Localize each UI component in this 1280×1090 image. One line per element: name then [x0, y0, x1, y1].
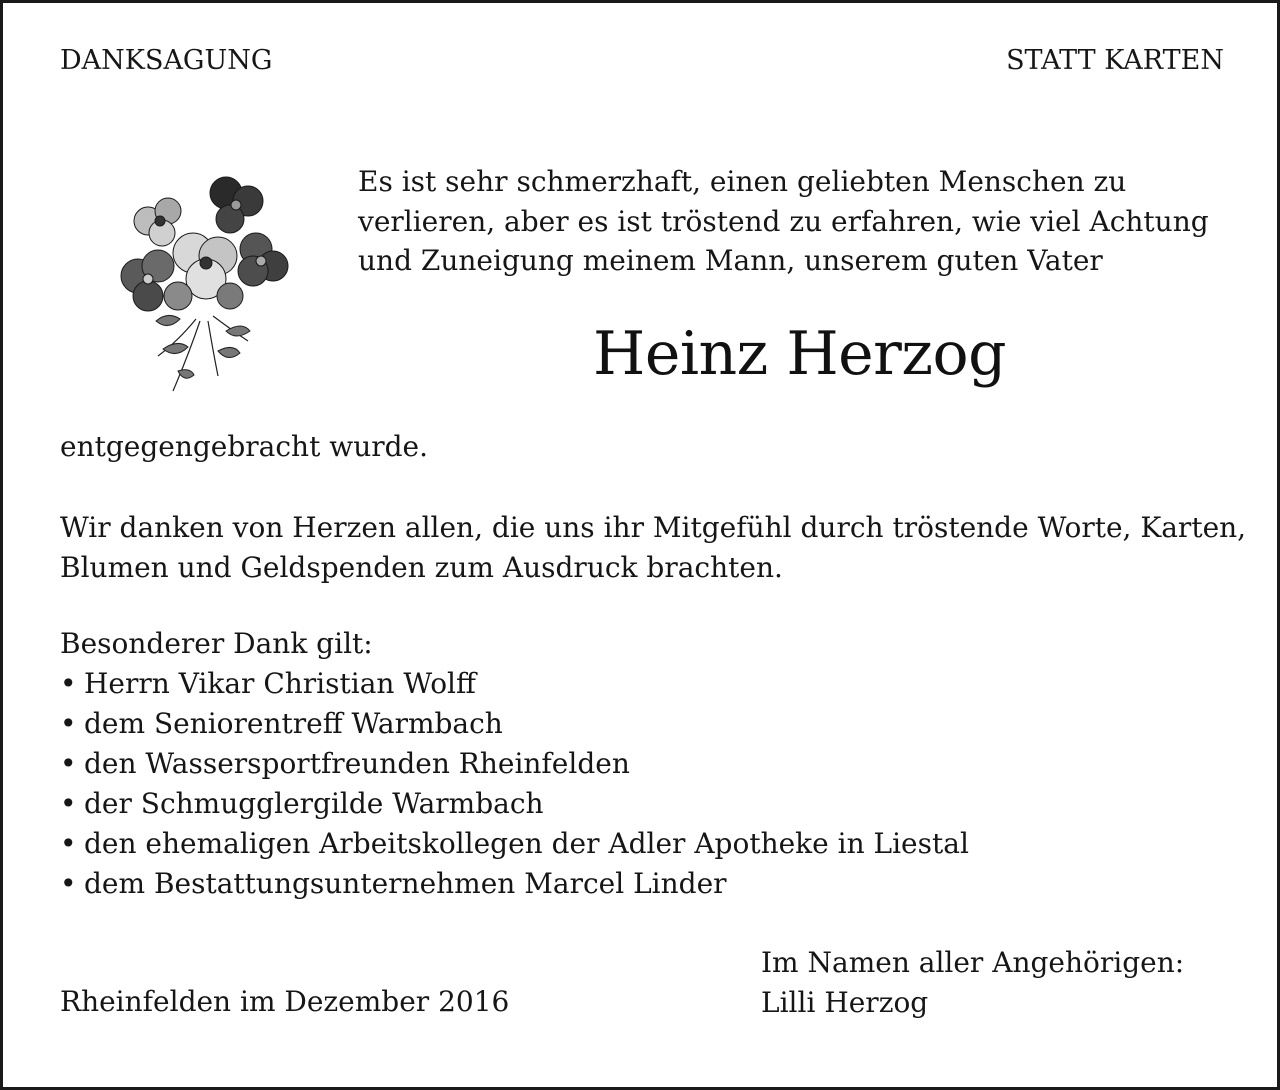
after-name-text: entgegengebracht wurde.: [60, 430, 429, 463]
list-item: • den Wassersportfreunden Rheinfelden: [60, 744, 969, 784]
place-date: Rheinfelden im Dezember 2016: [60, 985, 510, 1018]
list-item: • Herrn Vikar Christian Wolff: [60, 664, 969, 704]
list-item: • der Schmugglergilde Warmbach: [60, 784, 969, 824]
pansy-bouquet-icon: [118, 171, 298, 396]
special-thanks-heading: Besonderer Dank gilt:: [60, 627, 373, 660]
intro-line: verlieren, aber es ist tröstend zu erfahren, wie viel Achtung: [358, 204, 1209, 238]
header-title: DANKSAGUNG: [60, 45, 273, 76]
thanks-line: Blumen und Geldspenden zum Ausdruck brachten.: [60, 550, 783, 584]
special-thanks: [60, 624, 969, 904]
thanks-text: [60, 508, 1246, 587]
intro-text: [358, 162, 1209, 281]
signature: Lilli Herzog: [761, 985, 929, 1019]
special-thanks-list: [60, 664, 969, 904]
closing-line: Im Namen aller Angehörigen:: [761, 946, 1185, 979]
intro-line: Es ist sehr schmerzhaft, einen geliebten Menschen zu: [358, 165, 1127, 198]
closing-block: [761, 943, 1184, 1022]
thanks-line: Wir danken von Herzen allen, die uns ihr Mitgefühl durch tröstende Worte, Karten,: [60, 511, 1247, 544]
list-item: • dem Bestattungsunternehmen Marcel Linder: [60, 864, 969, 904]
deceased-name: Heinz Herzog: [593, 319, 1007, 389]
header-note: STATT KARTEN: [1006, 45, 1224, 76]
intro-line: und Zuneigung meinem Mann, unserem guten Vater: [358, 244, 1103, 277]
list-item: • dem Seniorentreff Warmbach: [60, 704, 969, 744]
list-item: • den ehemaligen Arbeitskollegen der Adler Apotheke in Liestal: [60, 824, 969, 864]
